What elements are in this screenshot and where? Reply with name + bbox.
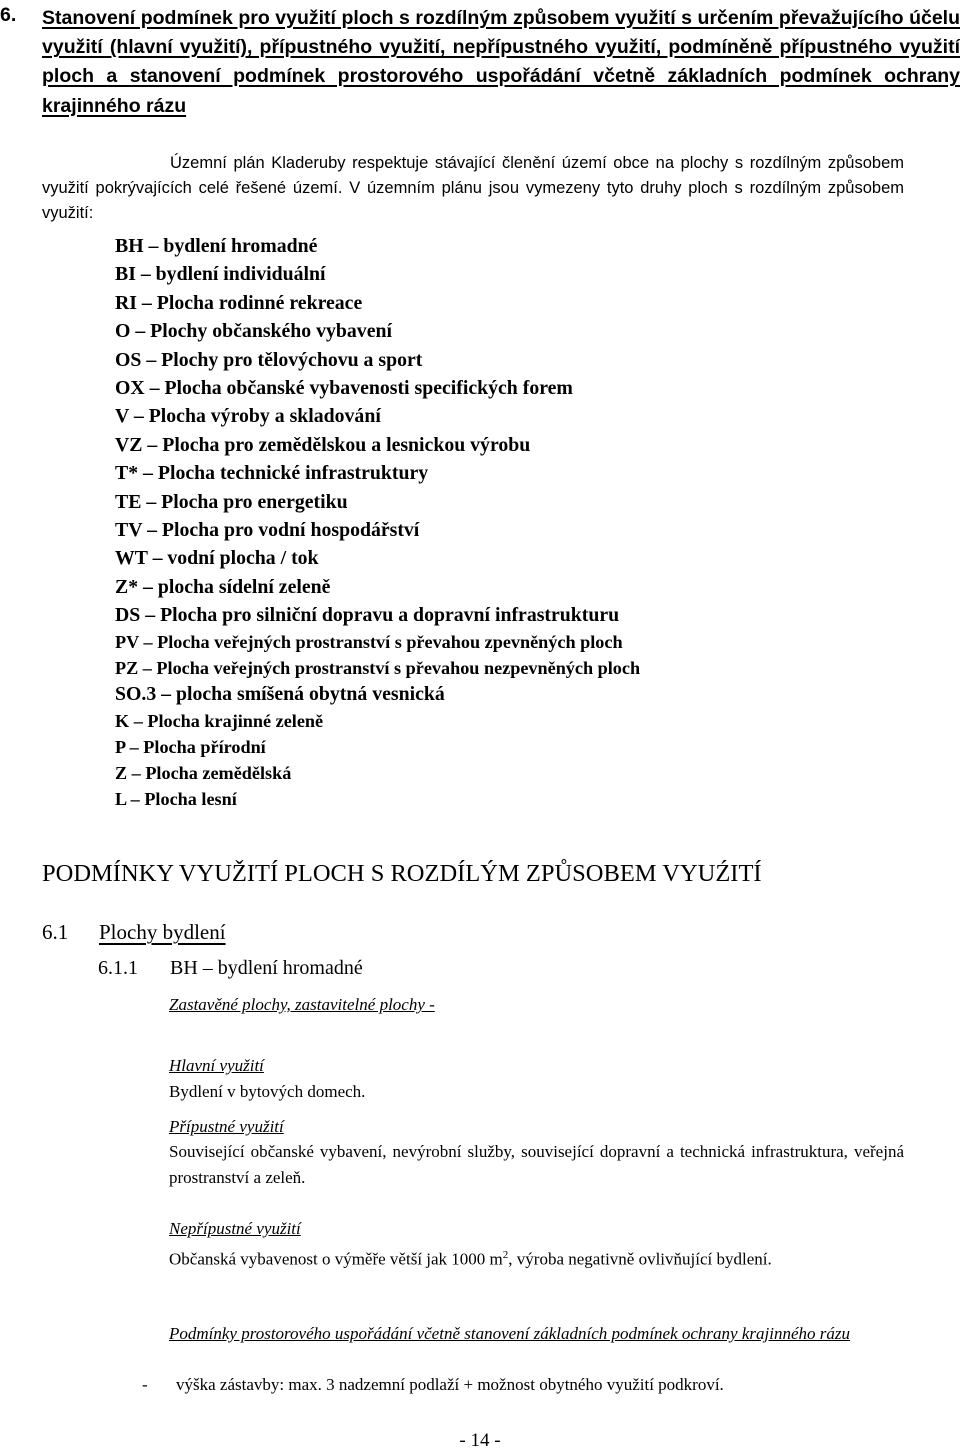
- bullet-text: výška zástavby: max. 3 nadzemní podlaží + možnost obytného využití podkroví.: [176, 1375, 724, 1394]
- list-item: L – Plocha lesní: [115, 788, 237, 809]
- area-type-list: [115, 232, 640, 812]
- list-item: OX – Plocha občanské vybavenosti specifických forem: [115, 376, 573, 399]
- subsubsection-title: BH – bydlení hromadné: [170, 957, 363, 979]
- list-item: WT – vodní plocha / tok: [115, 547, 319, 570]
- prohibited-text-after: , výroba negativně ovlivňující bydlení.: [508, 1249, 772, 1269]
- list-item: T* – Plocha technické infrastruktury: [115, 462, 429, 485]
- main-use-text: Bydlení v bytových domech.: [169, 1082, 366, 1101]
- list-item: K – Plocha krajinné zeleně: [115, 710, 324, 731]
- intro-text: Územní plán Kladeruby respektuje stávající členění území obce na plochy s rozdílným způsobem využití pokrývajících celé řešené území. V územním plánu jsou vymezeny tyto druhy ploch s rozdílným způsobem využití:: [42, 154, 904, 222]
- list-item: TE – Plocha pro energetiku: [115, 490, 348, 513]
- prohibited-use-text: [169, 1242, 904, 1273]
- list-item: PZ – Plocha veřejných prostranství s převahou nezpevněných ploch: [115, 658, 641, 679]
- prohibited-use-label: Nepřípustné využití: [169, 1219, 301, 1238]
- permitted-use-text: Související občanské vybavení, nevýrobní služby, související dopravní a technická infrastruktura, veřejná prostranství a zeleň.: [169, 1142, 904, 1187]
- list-item: SO.3 – plocha smíšená obytná vesnická: [115, 683, 445, 706]
- list-item: P – Plocha přírodní: [115, 736, 266, 757]
- subsection-heading: [42, 920, 226, 945]
- list-item: PV – Plocha veřejných prostranství s převahou zpevněných ploch: [115, 632, 623, 653]
- list-item: Z – Plocha zemědělská: [115, 762, 292, 783]
- list-item: BI – bydlení individuální: [115, 263, 326, 286]
- permitted-use-label: Přípustné využití: [169, 1117, 284, 1136]
- main-use-label: Hlavní využití: [169, 1056, 264, 1075]
- intro-paragraph: [42, 151, 904, 226]
- list-item: TV – Plocha pro vodní hospodářství: [115, 518, 420, 541]
- subsubsection-number: 6.1.1: [98, 957, 138, 979]
- list-item: VZ – Plocha pro zemědělskou a lesnickou výrobu: [115, 433, 531, 456]
- list-item: OS – Plochy pro tělovýchovu a sport: [115, 348, 423, 371]
- bullet-dash: -: [142, 1375, 148, 1394]
- list-item: BH – bydlení hromadné: [115, 235, 318, 257]
- subsection-title: Plochy bydlení: [99, 920, 226, 944]
- list-item: RI – Plocha rodinné rekreace: [115, 291, 363, 314]
- page-number: - 14 -: [459, 1430, 501, 1451]
- spatial-conditions-label: Podmínky prostorového uspořádání včetně stanovení základních podmínek ochrany krajinného rázu: [169, 1324, 850, 1343]
- section-number: 6.: [0, 4, 17, 26]
- list-item: DS – Plocha pro silniční dopravu a dopravní infrastrukturu: [115, 604, 620, 627]
- section-title: [42, 4, 960, 121]
- section-title-text: Stanovení podmínek pro využití ploch s rozdílným způsobem využití s určením převažujícího účelu využití (hlavní využití), přípustného využití, nepřípustného využití, podmíněně přípustného využití ploch a stanovení podmínek prostorového uspořádání včetně základních podmínek ochrany krajinného rázu: [42, 7, 960, 117]
- prohibited-text-before: Občanská vybavenost o výměře větší jak 1000 m: [169, 1249, 503, 1269]
- spatial-condition-bullet: [142, 1375, 724, 1395]
- subsection-number: 6.1: [42, 920, 69, 944]
- built-areas-label: Zastavěné plochy, zastavitelné plochy -: [169, 995, 435, 1014]
- list-item: Z* – plocha sídelní zeleně: [115, 575, 331, 598]
- conditions-heading: PODMÍNKY VYUŽITÍ PLOCH S ROZDÍLÝM ZPŮSOBEM VYUŹITÍ: [42, 860, 762, 887]
- list-item: V – Plocha výroby a skladování: [115, 405, 381, 428]
- subsubsection-heading: [98, 957, 363, 980]
- list-item: O – Plochy občanského vybavení: [115, 320, 392, 343]
- area-unit-superscript: 2: [502, 1249, 509, 1261]
